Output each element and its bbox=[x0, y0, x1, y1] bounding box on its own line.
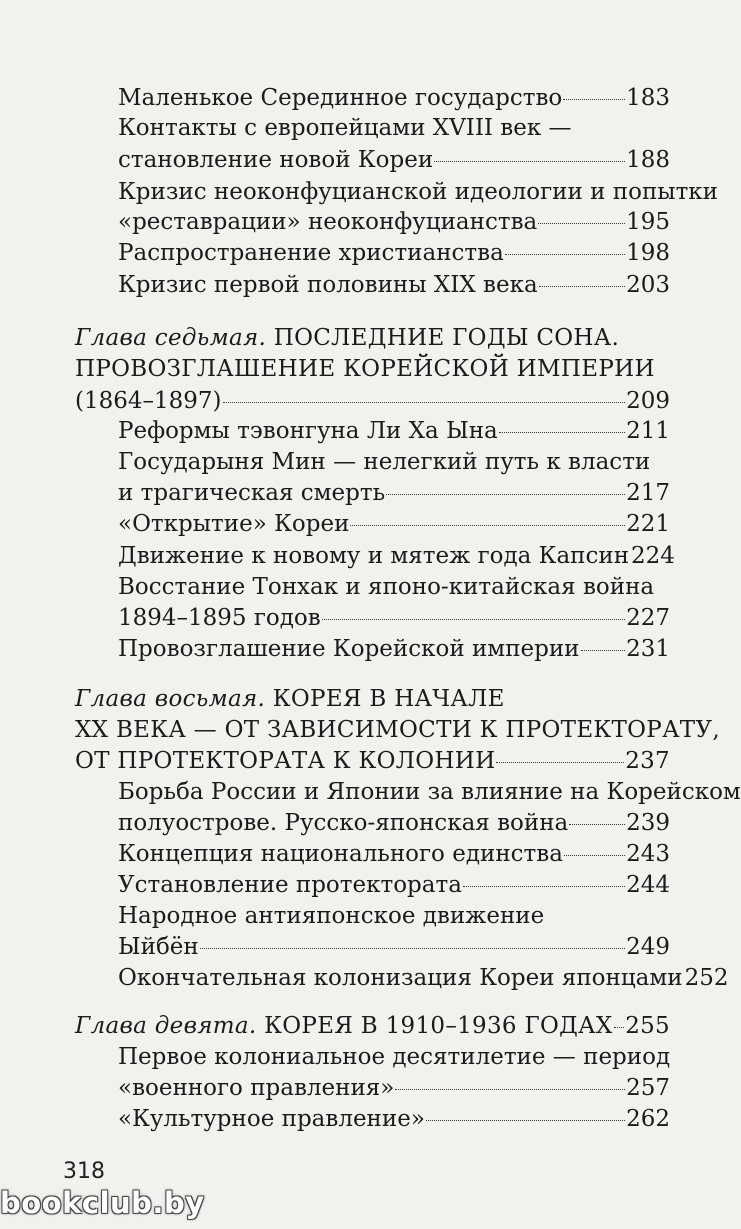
chapter-title: ОТ ПРОТЕКТОРАТА К КОЛОНИИ bbox=[75, 748, 496, 774]
toc-page-number: 262 bbox=[626, 1106, 670, 1132]
dot-leader bbox=[200, 948, 625, 949]
dot-leader bbox=[395, 1089, 625, 1090]
toc-entry[interactable] bbox=[118, 1105, 670, 1133]
toc-entry[interactable] bbox=[118, 510, 670, 538]
toc-entry-title: Реформы тэвонгуна Ли Ха Ына bbox=[118, 418, 498, 444]
toc-page-number: 183 bbox=[626, 85, 670, 111]
toc-page-number: 249 bbox=[626, 934, 670, 960]
chapter-heading[interactable] bbox=[75, 1012, 670, 1040]
dot-leader bbox=[563, 99, 625, 100]
toc-entry[interactable] bbox=[118, 417, 670, 445]
dot-leader bbox=[434, 161, 625, 162]
toc-entry-title: «Открытие» Кореи bbox=[118, 511, 350, 537]
toc-entry-title: Маленькое Серединное государство bbox=[118, 85, 563, 111]
toc-entry-title: «реставрации» неоконфуцианства bbox=[118, 209, 538, 235]
toc-page-number: 239 bbox=[626, 810, 670, 836]
dot-leader bbox=[463, 886, 625, 887]
toc-page-number: 217 bbox=[626, 480, 670, 506]
toc-entry-title: становление новой Кореи bbox=[118, 147, 434, 173]
toc-entry-title: Первое колониальное десятилетие — период bbox=[118, 1044, 671, 1070]
chapter-title: ПОСЛЕДНИЕ ГОДЫ СОНА. bbox=[273, 325, 620, 351]
dot-leader bbox=[614, 1027, 625, 1028]
toc-entry-title: Провозглашение Корейской империи bbox=[118, 636, 580, 662]
toc-page-number: 243 bbox=[626, 841, 670, 867]
toc-page-number: 209 bbox=[626, 388, 670, 414]
dot-leader bbox=[499, 432, 625, 433]
chapter-title: КОРЕЯ В НАЧАЛЕ bbox=[272, 686, 505, 712]
toc-entry-title: Установление протектората bbox=[118, 872, 462, 898]
dot-leader bbox=[581, 650, 626, 651]
toc-entry[interactable] bbox=[118, 239, 670, 267]
toc-entry-title: Государыня Мин — нелегкий путь к власти bbox=[118, 449, 651, 475]
toc-page-number: 198 bbox=[626, 240, 670, 266]
toc-entry[interactable] bbox=[118, 542, 675, 570]
toc-entry-title: Концепция национального единства bbox=[118, 841, 563, 867]
dot-leader bbox=[539, 286, 625, 287]
toc-entry-title: Восстание Тонхак и японо-китайская война bbox=[118, 574, 655, 600]
chapter-heading[interactable] bbox=[75, 324, 670, 352]
dot-leader bbox=[386, 494, 625, 495]
dot-leader bbox=[569, 824, 625, 825]
chapter-title: ПРОВОЗГЛАШЕНИЕ КОРЕЙСКОЙ ИМПЕРИИ bbox=[75, 356, 655, 382]
toc-page-number: 211 bbox=[626, 418, 670, 444]
toc-entry[interactable] bbox=[118, 271, 670, 299]
toc-entry-title: Кризис первой половины XIX века bbox=[118, 272, 538, 298]
dot-leader bbox=[538, 223, 625, 224]
chapter-heading-last-line[interactable] bbox=[75, 747, 670, 775]
dot-leader bbox=[505, 254, 625, 255]
toc-entry[interactable] bbox=[118, 933, 670, 961]
toc-page-number: 237 bbox=[625, 748, 670, 774]
dot-leader bbox=[350, 525, 625, 526]
toc-entry-title: Распространение христианства bbox=[118, 240, 504, 266]
toc-entry-title: полуострове. Русско-японская война bbox=[118, 810, 569, 836]
toc-entry-title: Контакты с европейцами XVIII век — bbox=[118, 115, 572, 141]
toc-entry[interactable] bbox=[118, 1074, 670, 1102]
toc-entry-title: Народное антияпонское движение bbox=[118, 903, 545, 929]
toc-entry-title: Окончательная колонизация Кореи японцами bbox=[118, 965, 683, 991]
toc-entry[interactable] bbox=[118, 635, 670, 663]
toc-entry-title: «Культурное правление» bbox=[118, 1106, 425, 1132]
toc-page-number: 257 bbox=[626, 1075, 670, 1101]
toc-page-number: 255 bbox=[625, 1013, 670, 1039]
dot-leader bbox=[322, 619, 625, 620]
chapter-heading[interactable] bbox=[75, 685, 670, 713]
toc-page-number: 227 bbox=[626, 605, 670, 631]
toc-entry[interactable] bbox=[118, 146, 670, 174]
toc-page-number: 203 bbox=[626, 272, 670, 298]
toc-entry[interactable] bbox=[118, 964, 729, 992]
toc-page-number: 224 bbox=[631, 543, 675, 569]
chapter-label: Глава девята. bbox=[75, 1013, 257, 1039]
toc-entry-title: Движение к новому и мятеж года Капсин bbox=[118, 543, 630, 569]
toc-entry[interactable] bbox=[118, 840, 670, 868]
dot-leader bbox=[223, 402, 626, 403]
dot-leader bbox=[496, 762, 624, 763]
chapter-heading-last-line[interactable] bbox=[75, 387, 670, 415]
toc-entry-title: Кризис неоконфуцианской идеологии и попытки bbox=[118, 179, 719, 205]
chapter-title: (1864–1897) bbox=[75, 388, 222, 414]
toc-entry-title: Борьба России и Японии за влияние на Корейском bbox=[118, 779, 741, 805]
toc-entry[interactable] bbox=[118, 871, 670, 899]
toc-entry[interactable] bbox=[118, 208, 670, 236]
toc-page-number: 231 bbox=[626, 636, 670, 662]
toc-page-number: 195 bbox=[626, 209, 670, 235]
toc-entry[interactable] bbox=[118, 809, 670, 837]
toc-entry[interactable] bbox=[118, 479, 670, 507]
toc-page-number: 252 bbox=[684, 965, 729, 991]
toc-entry-title: Ыйбён bbox=[118, 934, 199, 960]
chapter-title: XX ВЕКА — ОТ ЗАВИСИМОСТИ К ПРОТЕКТОРАТУ, bbox=[75, 717, 720, 743]
toc-page-number: 244 bbox=[626, 872, 670, 898]
watermark-text: bookclub.by bbox=[0, 1186, 205, 1220]
toc-entry[interactable] bbox=[118, 84, 670, 112]
chapter-label: Глава восьмая. bbox=[75, 686, 266, 712]
dot-leader bbox=[426, 1120, 625, 1121]
toc-entry-title: 1894–1895 годов bbox=[118, 605, 321, 631]
toc-entry-title: «военного правления» bbox=[118, 1075, 395, 1101]
chapter-title: КОРЕЯ В 1910–1936 ГОДАХ bbox=[264, 1013, 613, 1039]
toc-page-number: 221 bbox=[626, 511, 670, 537]
toc-page-number: 188 bbox=[626, 147, 670, 173]
dot-leader bbox=[564, 855, 625, 856]
toc-entry-title: и трагическая смерть bbox=[118, 480, 386, 506]
chapter-label: Глава седьмая. bbox=[75, 325, 267, 351]
page-folio: 318 bbox=[63, 1159, 105, 1184]
toc-entry[interactable] bbox=[118, 604, 670, 632]
